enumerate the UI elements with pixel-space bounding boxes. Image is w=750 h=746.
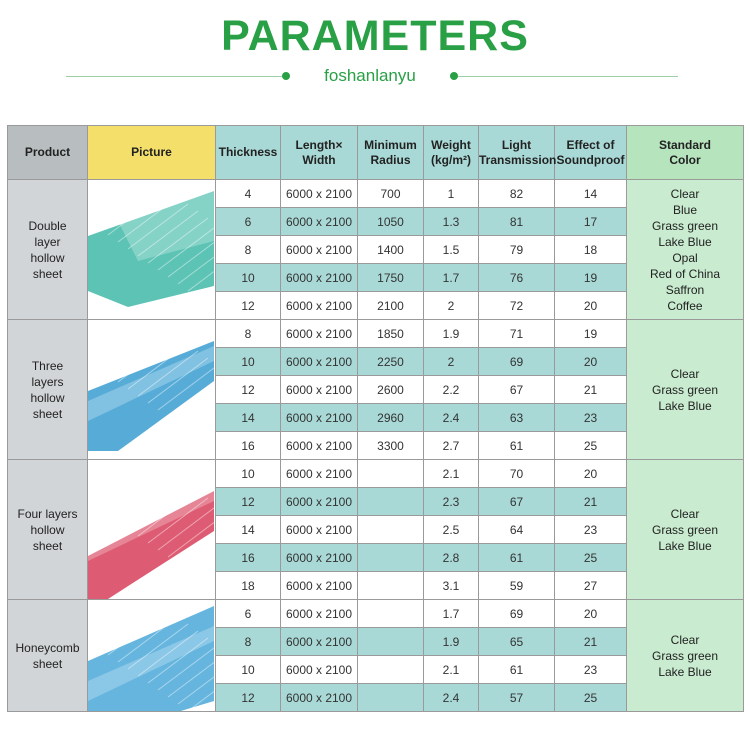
product-name-line: hollow bbox=[30, 250, 65, 265]
cell-weight: 2 bbox=[424, 348, 479, 376]
color-option: Coffee bbox=[667, 298, 703, 313]
cell-light: 67 bbox=[479, 376, 555, 404]
cell-light: 64 bbox=[479, 516, 555, 544]
cell-light: 67 bbox=[479, 488, 555, 516]
cell-thickness: 6 bbox=[216, 600, 281, 628]
cell-thickness: 14 bbox=[216, 516, 281, 544]
cell-thickness: 10 bbox=[216, 348, 281, 376]
product-name-line: layers bbox=[31, 374, 64, 389]
cell-sound: 19 bbox=[555, 320, 627, 348]
table-body bbox=[8, 180, 744, 712]
cell-thickness: 12 bbox=[216, 488, 281, 516]
color-option: Clear bbox=[670, 366, 700, 381]
header-minimum-radius bbox=[358, 126, 424, 180]
cell-size: 6000 x 2100 bbox=[281, 544, 358, 572]
cell-sound: 17 bbox=[555, 208, 627, 236]
cell-radius bbox=[358, 600, 424, 628]
cell-light: 57 bbox=[479, 684, 555, 712]
cell-weight: 1.9 bbox=[424, 320, 479, 348]
cell-weight: 2.4 bbox=[424, 684, 479, 712]
cell-sound: 23 bbox=[555, 516, 627, 544]
color-option: Lake Blue bbox=[658, 234, 712, 249]
cell-sound: 20 bbox=[555, 460, 627, 488]
cell-light: 61 bbox=[479, 432, 555, 460]
page-title: PARAMETERS bbox=[221, 12, 529, 60]
standard-color-cell bbox=[627, 600, 744, 712]
cell-weight: 1 bbox=[424, 180, 479, 208]
cell-weight: 1.3 bbox=[424, 208, 479, 236]
brand-subtitle: foshanlanyu bbox=[324, 66, 416, 85]
cell-radius bbox=[358, 488, 424, 516]
color-option: Red of China bbox=[649, 266, 721, 281]
cell-size: 6000 x 2100 bbox=[281, 376, 358, 404]
cell-sound: 25 bbox=[555, 684, 627, 712]
cell-radius: 2960 bbox=[358, 404, 424, 432]
sheet-illustration bbox=[88, 181, 214, 319]
product-name-line: sheet bbox=[32, 406, 63, 421]
cell-weight: 3.1 bbox=[424, 572, 479, 600]
cell-radius: 1750 bbox=[358, 264, 424, 292]
product-name-cell bbox=[8, 180, 88, 320]
cell-weight: 2.3 bbox=[424, 488, 479, 516]
cell-radius bbox=[358, 684, 424, 712]
product-name-cell bbox=[8, 320, 88, 460]
cell-size: 6000 x 2100 bbox=[281, 600, 358, 628]
product-name-line: sheet bbox=[32, 266, 63, 281]
cell-size: 6000 x 2100 bbox=[281, 628, 358, 656]
product-name-line: Four layers bbox=[17, 506, 78, 521]
cell-sound: 27 bbox=[555, 572, 627, 600]
cell-light: 69 bbox=[479, 600, 555, 628]
cell-sound: 23 bbox=[555, 404, 627, 432]
header-light-line: Light bbox=[501, 137, 532, 152]
header-light-line: Transmission bbox=[479, 152, 557, 167]
cell-weight: 2.1 bbox=[424, 460, 479, 488]
cell-weight: 1.5 bbox=[424, 236, 479, 264]
cell-radius: 2250 bbox=[358, 348, 424, 376]
cell-thickness: 6 bbox=[216, 208, 281, 236]
cell-size: 6000 x 2100 bbox=[281, 264, 358, 292]
cell-size: 6000 x 2100 bbox=[281, 180, 358, 208]
sheet-illustration bbox=[88, 601, 214, 711]
cell-weight: 2.4 bbox=[424, 404, 479, 432]
cell-sound: 21 bbox=[555, 628, 627, 656]
divider-line-right bbox=[458, 76, 678, 77]
header-product: Product bbox=[8, 126, 88, 180]
product-name-line: Honeycomb bbox=[15, 640, 80, 655]
cell-weight: 2.5 bbox=[424, 516, 479, 544]
cell-sound: 21 bbox=[555, 376, 627, 404]
cell-radius: 1850 bbox=[358, 320, 424, 348]
cell-size: 6000 x 2100 bbox=[281, 460, 358, 488]
color-option: Lake Blue bbox=[658, 664, 712, 679]
cell-weight: 2.1 bbox=[424, 656, 479, 684]
cell-size: 6000 x 2100 bbox=[281, 404, 358, 432]
cell-light: 79 bbox=[479, 236, 555, 264]
header-light-transmission bbox=[479, 126, 555, 180]
cell-thickness: 8 bbox=[216, 320, 281, 348]
header-weight-line: Weight bbox=[431, 137, 471, 152]
green-double-layer-sheet-image bbox=[88, 181, 214, 319]
cell-size: 6000 x 2100 bbox=[281, 292, 358, 320]
sheet-illustration bbox=[88, 321, 214, 459]
cell-size: 6000 x 2100 bbox=[281, 572, 358, 600]
standard-color-cell bbox=[627, 320, 744, 460]
cell-thickness: 12 bbox=[216, 684, 281, 712]
cell-weight: 1.9 bbox=[424, 628, 479, 656]
color-option: Clear bbox=[670, 186, 700, 201]
cell-size: 6000 x 2100 bbox=[281, 236, 358, 264]
cell-radius bbox=[358, 572, 424, 600]
cell-light: 63 bbox=[479, 404, 555, 432]
color-option: Clear bbox=[670, 632, 700, 647]
cell-radius: 700 bbox=[358, 180, 424, 208]
cell-radius: 3300 bbox=[358, 432, 424, 460]
cell-weight: 1.7 bbox=[424, 600, 479, 628]
header-weight bbox=[424, 126, 479, 180]
table-row bbox=[8, 180, 744, 208]
cell-size: 6000 x 2100 bbox=[281, 656, 358, 684]
divider-dot-left bbox=[282, 72, 290, 80]
cell-weight: 2 bbox=[424, 292, 479, 320]
sheet-illustration bbox=[88, 461, 214, 599]
header-weight-line: (kg/m²) bbox=[431, 152, 471, 167]
cell-light: 81 bbox=[479, 208, 555, 236]
product-name-line: Double bbox=[28, 218, 67, 233]
cell-sound: 18 bbox=[555, 236, 627, 264]
header-standard-color bbox=[627, 126, 744, 180]
cell-thickness: 8 bbox=[216, 628, 281, 656]
cell-light: 76 bbox=[479, 264, 555, 292]
cell-thickness: 16 bbox=[216, 544, 281, 572]
cell-radius bbox=[358, 656, 424, 684]
cell-thickness: 10 bbox=[216, 656, 281, 684]
header-standard-color-line: Standard bbox=[658, 137, 711, 152]
cell-thickness: 12 bbox=[216, 292, 281, 320]
product-name-line: Three bbox=[31, 358, 64, 373]
cell-light: 65 bbox=[479, 628, 555, 656]
divider-line-left bbox=[66, 76, 282, 77]
cell-radius bbox=[358, 544, 424, 572]
cell-radius: 1050 bbox=[358, 208, 424, 236]
color-option: Grass green bbox=[651, 218, 719, 233]
cell-sound: 20 bbox=[555, 348, 627, 376]
cell-radius: 2600 bbox=[358, 376, 424, 404]
cell-sound: 25 bbox=[555, 544, 627, 572]
product-name-line: sheet bbox=[32, 656, 63, 671]
header-length-width-line: Width bbox=[302, 152, 336, 167]
blue-three-layer-sheet-image bbox=[88, 321, 214, 459]
cell-light: 61 bbox=[479, 656, 555, 684]
cell-light: 70 bbox=[479, 460, 555, 488]
cell-thickness: 8 bbox=[216, 236, 281, 264]
cell-thickness: 16 bbox=[216, 432, 281, 460]
cell-light: 69 bbox=[479, 348, 555, 376]
table-row bbox=[8, 600, 744, 628]
color-option: Opal bbox=[672, 250, 698, 265]
cell-sound: 19 bbox=[555, 264, 627, 292]
cell-sound: 23 bbox=[555, 656, 627, 684]
cell-thickness: 14 bbox=[216, 404, 281, 432]
header-length-width bbox=[281, 126, 358, 180]
table-row bbox=[8, 320, 744, 348]
cell-size: 6000 x 2100 bbox=[281, 516, 358, 544]
cell-radius bbox=[358, 628, 424, 656]
cell-light: 72 bbox=[479, 292, 555, 320]
standard-color-cell bbox=[627, 180, 744, 320]
color-option: Clear bbox=[670, 506, 700, 521]
cell-radius: 2100 bbox=[358, 292, 424, 320]
cell-light: 61 bbox=[479, 544, 555, 572]
cell-radius: 1400 bbox=[358, 236, 424, 264]
color-option: Lake Blue bbox=[658, 398, 712, 413]
cell-size: 6000 x 2100 bbox=[281, 348, 358, 376]
product-picture-cell bbox=[88, 600, 216, 712]
subtitle-divider bbox=[0, 64, 750, 88]
header-soundproof-line: Effect of bbox=[566, 137, 615, 152]
color-option: Blue bbox=[672, 202, 698, 217]
cell-weight: 2.8 bbox=[424, 544, 479, 572]
cell-weight: 2.7 bbox=[424, 432, 479, 460]
cell-sound: 14 bbox=[555, 180, 627, 208]
cell-thickness: 4 bbox=[216, 180, 281, 208]
header-minimum-radius-line: Radius bbox=[370, 152, 411, 167]
product-name-cell bbox=[8, 460, 88, 600]
cell-sound: 21 bbox=[555, 488, 627, 516]
cell-radius bbox=[358, 460, 424, 488]
cell-size: 6000 x 2100 bbox=[281, 684, 358, 712]
blue-honeycomb-sheet-image bbox=[88, 601, 214, 711]
product-name-cell bbox=[8, 600, 88, 712]
product-picture-cell bbox=[88, 180, 216, 320]
product-name-line: layer bbox=[34, 234, 61, 249]
color-option: Grass green bbox=[651, 382, 719, 397]
header-row bbox=[8, 126, 744, 180]
color-option: Grass green bbox=[651, 522, 719, 537]
table-row bbox=[8, 460, 744, 488]
color-option: Grass green bbox=[651, 648, 719, 663]
header-soundproof bbox=[555, 126, 627, 180]
color-option: Saffron bbox=[665, 282, 705, 297]
cell-thickness: 10 bbox=[216, 264, 281, 292]
cell-size: 6000 x 2100 bbox=[281, 208, 358, 236]
divider-dot-right bbox=[450, 72, 458, 80]
cell-weight: 1.7 bbox=[424, 264, 479, 292]
cell-sound: 20 bbox=[555, 292, 627, 320]
header-picture: Picture bbox=[88, 126, 216, 180]
header-soundproof-line: Soundproof bbox=[556, 152, 625, 167]
parameters-table bbox=[7, 125, 744, 712]
header-thickness: Thickness bbox=[216, 126, 281, 180]
cell-sound: 25 bbox=[555, 432, 627, 460]
cell-thickness: 10 bbox=[216, 460, 281, 488]
header-standard-color-line: Color bbox=[669, 152, 701, 167]
standard-color-cell bbox=[627, 460, 744, 600]
product-name-line: sheet bbox=[32, 538, 63, 553]
product-picture-cell bbox=[88, 320, 216, 460]
product-name-line: hollow bbox=[30, 522, 65, 537]
color-option: Lake Blue bbox=[658, 538, 712, 553]
red-four-layer-sheet-image bbox=[88, 461, 214, 599]
header-minimum-radius-line: Minimum bbox=[364, 137, 417, 152]
cell-size: 6000 x 2100 bbox=[281, 432, 358, 460]
cell-thickness: 12 bbox=[216, 376, 281, 404]
cell-light: 82 bbox=[479, 180, 555, 208]
header-length-width-line: Length× bbox=[295, 137, 343, 152]
product-name-line: hollow bbox=[30, 390, 65, 405]
cell-light: 59 bbox=[479, 572, 555, 600]
cell-weight: 2.2 bbox=[424, 376, 479, 404]
cell-radius bbox=[358, 516, 424, 544]
cell-thickness: 18 bbox=[216, 572, 281, 600]
cell-size: 6000 x 2100 bbox=[281, 320, 358, 348]
cell-sound: 20 bbox=[555, 600, 627, 628]
product-picture-cell bbox=[88, 460, 216, 600]
cell-light: 71 bbox=[479, 320, 555, 348]
cell-size: 6000 x 2100 bbox=[281, 488, 358, 516]
